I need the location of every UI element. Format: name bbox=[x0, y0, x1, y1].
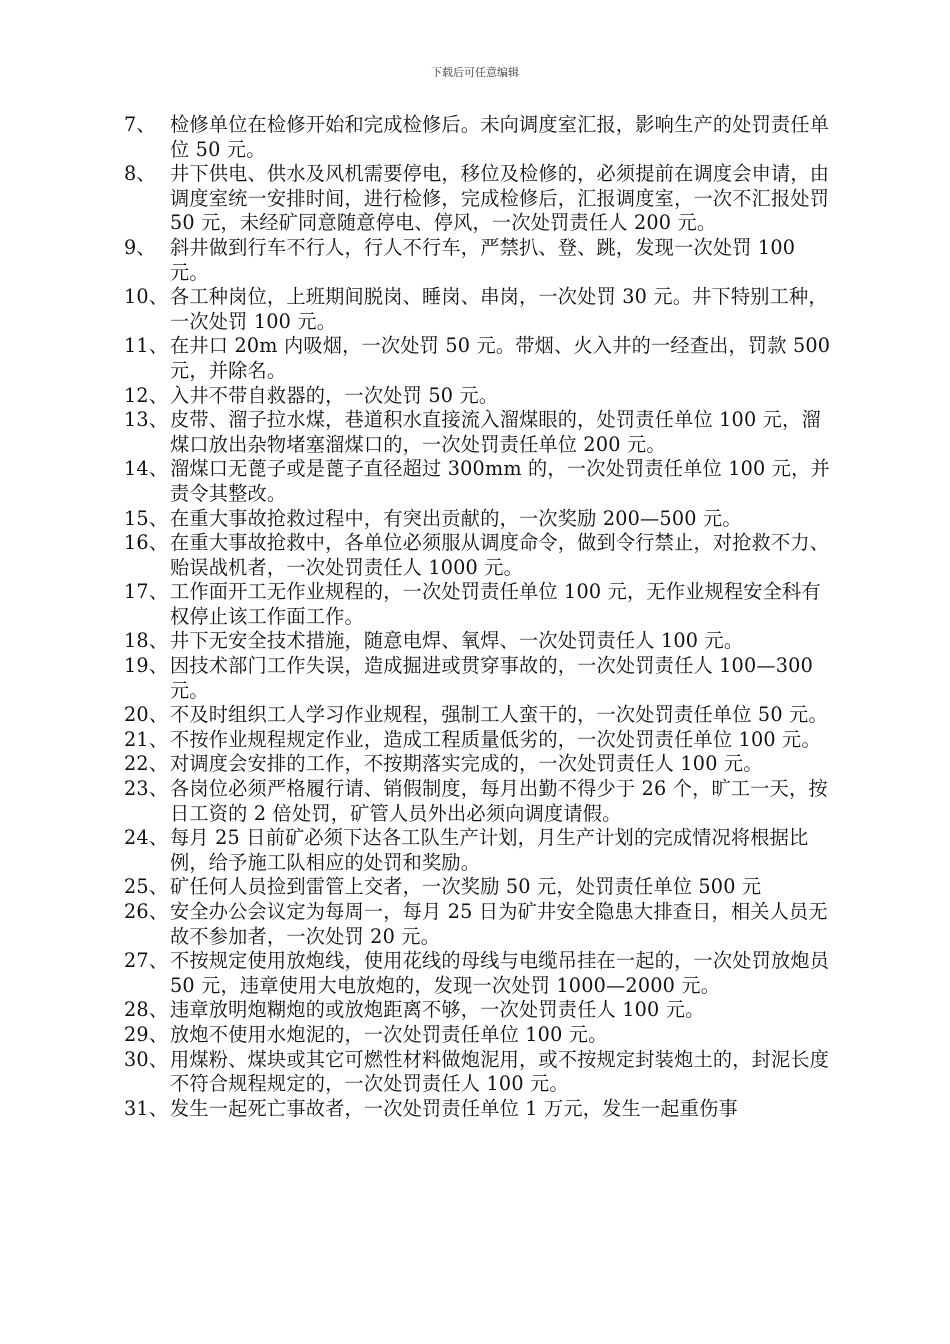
rule-number: 10、 bbox=[124, 285, 169, 309]
rule-item bbox=[124, 703, 834, 728]
rule-item bbox=[124, 507, 834, 532]
rule-text: 因技术部门工作失误，造成掘进或贯穿事故的，一次处罚责任人 100—300 元。 bbox=[170, 654, 813, 702]
rule-number: 29、 bbox=[124, 1022, 169, 1046]
rule-text: 不及时组织工人学习作业规程，强制工人蛮干的，一次处罚责任单位 50 元。 bbox=[170, 703, 828, 727]
rule-item bbox=[124, 629, 834, 654]
rule-item bbox=[124, 1023, 834, 1048]
rule-text: 矿任何人员捡到雷管上交者，一次奖励 50 元，处罚责任单位 500 元 bbox=[170, 875, 762, 899]
rule-text: 每月 25 日前矿必须下达各工队生产计划，月生产计划的完成情况将根据比例，给予施工队相应的处罚和奖励。 bbox=[170, 826, 809, 874]
rule-number: 22、 bbox=[124, 752, 169, 776]
rule-text: 各工种岗位，上班期间脱岗、睡岗、串岗，一次处罚 30 元。井下特别工种，一次处罚 100 元。 bbox=[170, 285, 828, 333]
rule-number: 13、 bbox=[124, 408, 169, 432]
rule-item bbox=[124, 654, 834, 703]
rule-item bbox=[124, 949, 834, 998]
rule-number: 11、 bbox=[124, 334, 169, 358]
rule-item bbox=[124, 826, 834, 875]
rule-number: 27、 bbox=[124, 949, 169, 973]
rule-number: 8、 bbox=[124, 162, 156, 186]
rule-text: 井下无安全技术措施，随意电焊、氧焊、一次处罚责任人 100 元。 bbox=[170, 629, 744, 653]
rule-item bbox=[124, 1048, 834, 1097]
rule-text: 对调度会安排的工作，不按期落实完成的，一次处罚责任人 100 元。 bbox=[170, 752, 763, 776]
page-header: 下载后可任意编辑 bbox=[431, 66, 519, 79]
rule-item bbox=[124, 384, 834, 409]
rule-item bbox=[124, 777, 834, 826]
rule-text: 不按作业规程规定作业，造成工程质量低劣的，一次处罚责任单位 100 元。 bbox=[170, 727, 821, 751]
rule-number: 9、 bbox=[124, 235, 156, 259]
rule-text: 安全办公会议定为每周一，每月 25 日为矿井安全隐患大排查日，相关人员无故不参加者，一次处罚 20 元。 bbox=[170, 900, 828, 948]
rule-item bbox=[124, 408, 834, 457]
rule-item bbox=[124, 998, 834, 1023]
rule-number: 18、 bbox=[124, 629, 169, 653]
rule-number: 19、 bbox=[124, 654, 169, 678]
rule-number: 21、 bbox=[124, 727, 169, 751]
rule-text: 发生一起死亡事故者，一次处罚责任单位 1 万元，发生一起重伤事 bbox=[170, 1096, 738, 1120]
rule-text: 皮带、溜子拉水煤，巷道积水直接流入溜煤眼的，处罚责任单位 100 元，溜煤口放出杂物堵塞溜煤口的，一次处罚责任单位 200 元。 bbox=[170, 408, 821, 456]
rule-item bbox=[124, 875, 834, 900]
rule-text: 溜煤口无蓖子或是蓖子直径超过 300mm 的，一次处罚责任单位 100 元，并责令其整改。 bbox=[170, 457, 830, 505]
rule-text: 斜井做到行车不行人，行人不行车，严禁扒、登、跳，发现一次处罚 100 元。 bbox=[170, 235, 796, 284]
rule-number: 28、 bbox=[124, 998, 169, 1022]
rule-item bbox=[124, 457, 834, 506]
rule-number: 12、 bbox=[124, 383, 169, 407]
rule-text: 不按规定使用放炮线，使用花线的母线与电缆吊挂在一起的，一次处罚放炮员 50 元，违章使用大电放炮的，发现一次处罚 1000—2000 元。 bbox=[170, 949, 830, 997]
rule-number: 25、 bbox=[124, 875, 169, 899]
rule-number: 31、 bbox=[124, 1096, 169, 1120]
rule-text: 违章放明炮糊炮的或放炮距离不够，一次处罚责任人 100 元。 bbox=[170, 998, 705, 1022]
rule-text: 放炮不使用水炮泥的，一次处罚责任单位 100 元。 bbox=[170, 1022, 608, 1046]
rule-item bbox=[124, 285, 834, 334]
rule-text: 各岗位必须严格履行请、销假制度，每月出勤不得少于 26 个，旷工一天，按日工资的 2 倍处罚，矿管人员外出必须向调度请假。 bbox=[170, 777, 828, 825]
rule-text: 在重大事故抢救中，各单位必须服从调度命令，做到令行禁止，对抢救不力、贻误战机者，一次处罚责任人 1000 元。 bbox=[170, 531, 830, 579]
rule-item bbox=[124, 1097, 834, 1122]
rule-number: 23、 bbox=[124, 777, 169, 801]
rule-number: 15、 bbox=[124, 506, 169, 530]
rule-item bbox=[124, 531, 834, 580]
rule-number: 16、 bbox=[124, 531, 169, 555]
rule-text: 井下供电、供水及风机需要停电，移位及检修的，必须提前在调度会申请，由调度室统一安排时间，进行检修，完成检修后，汇报调度室，一次不汇报处罚 50 元，未经矿同意随意停电、停风，一次处罚责任人 200 元。 bbox=[170, 162, 830, 235]
rule-number: 7、 bbox=[124, 113, 156, 136]
rule-number: 17、 bbox=[124, 580, 169, 604]
rule-number: 30、 bbox=[124, 1047, 169, 1071]
rule-number: 26、 bbox=[124, 900, 169, 923]
rule-item bbox=[124, 752, 834, 777]
rule-item bbox=[124, 113, 834, 162]
rule-item bbox=[124, 728, 834, 753]
rule-text: 入井不带自救器的，一次处罚 50 元。 bbox=[170, 383, 499, 407]
rule-text: 在重大事故抢救过程中，有突出贡献的，一次奖励 200—500 元。 bbox=[170, 506, 742, 530]
rule-item bbox=[124, 900, 834, 949]
rule-number: 14、 bbox=[124, 457, 169, 481]
rule-item bbox=[124, 162, 834, 236]
rule-number: 24、 bbox=[124, 826, 169, 850]
rule-text: 用煤粉、煤块或其它可燃性材料做炮泥用，或不按规定封装炮土的，封泥长度不符合规程规定的，一次处罚责任人 100 元。 bbox=[170, 1047, 830, 1096]
rule-text: 在井口 20m 内吸烟，一次处罚 50 元。带烟、火入井的一经查出，罚款 500 元，并除名。 bbox=[170, 334, 831, 382]
rule-text: 检修单位在检修开始和完成检修后。未向调度室汇报，影响生产的处罚责任单位 50 元。 bbox=[170, 113, 830, 161]
rule-item bbox=[124, 580, 834, 629]
rule-item bbox=[124, 334, 834, 383]
rule-number: 20、 bbox=[124, 703, 169, 727]
rule-text: 工作面开工无作业规程的，一次处罚责任单位 100 元，无作业规程安全科有权停止该工作面工作。 bbox=[170, 580, 821, 628]
rule-item bbox=[124, 236, 834, 285]
rules-list bbox=[124, 113, 834, 1121]
